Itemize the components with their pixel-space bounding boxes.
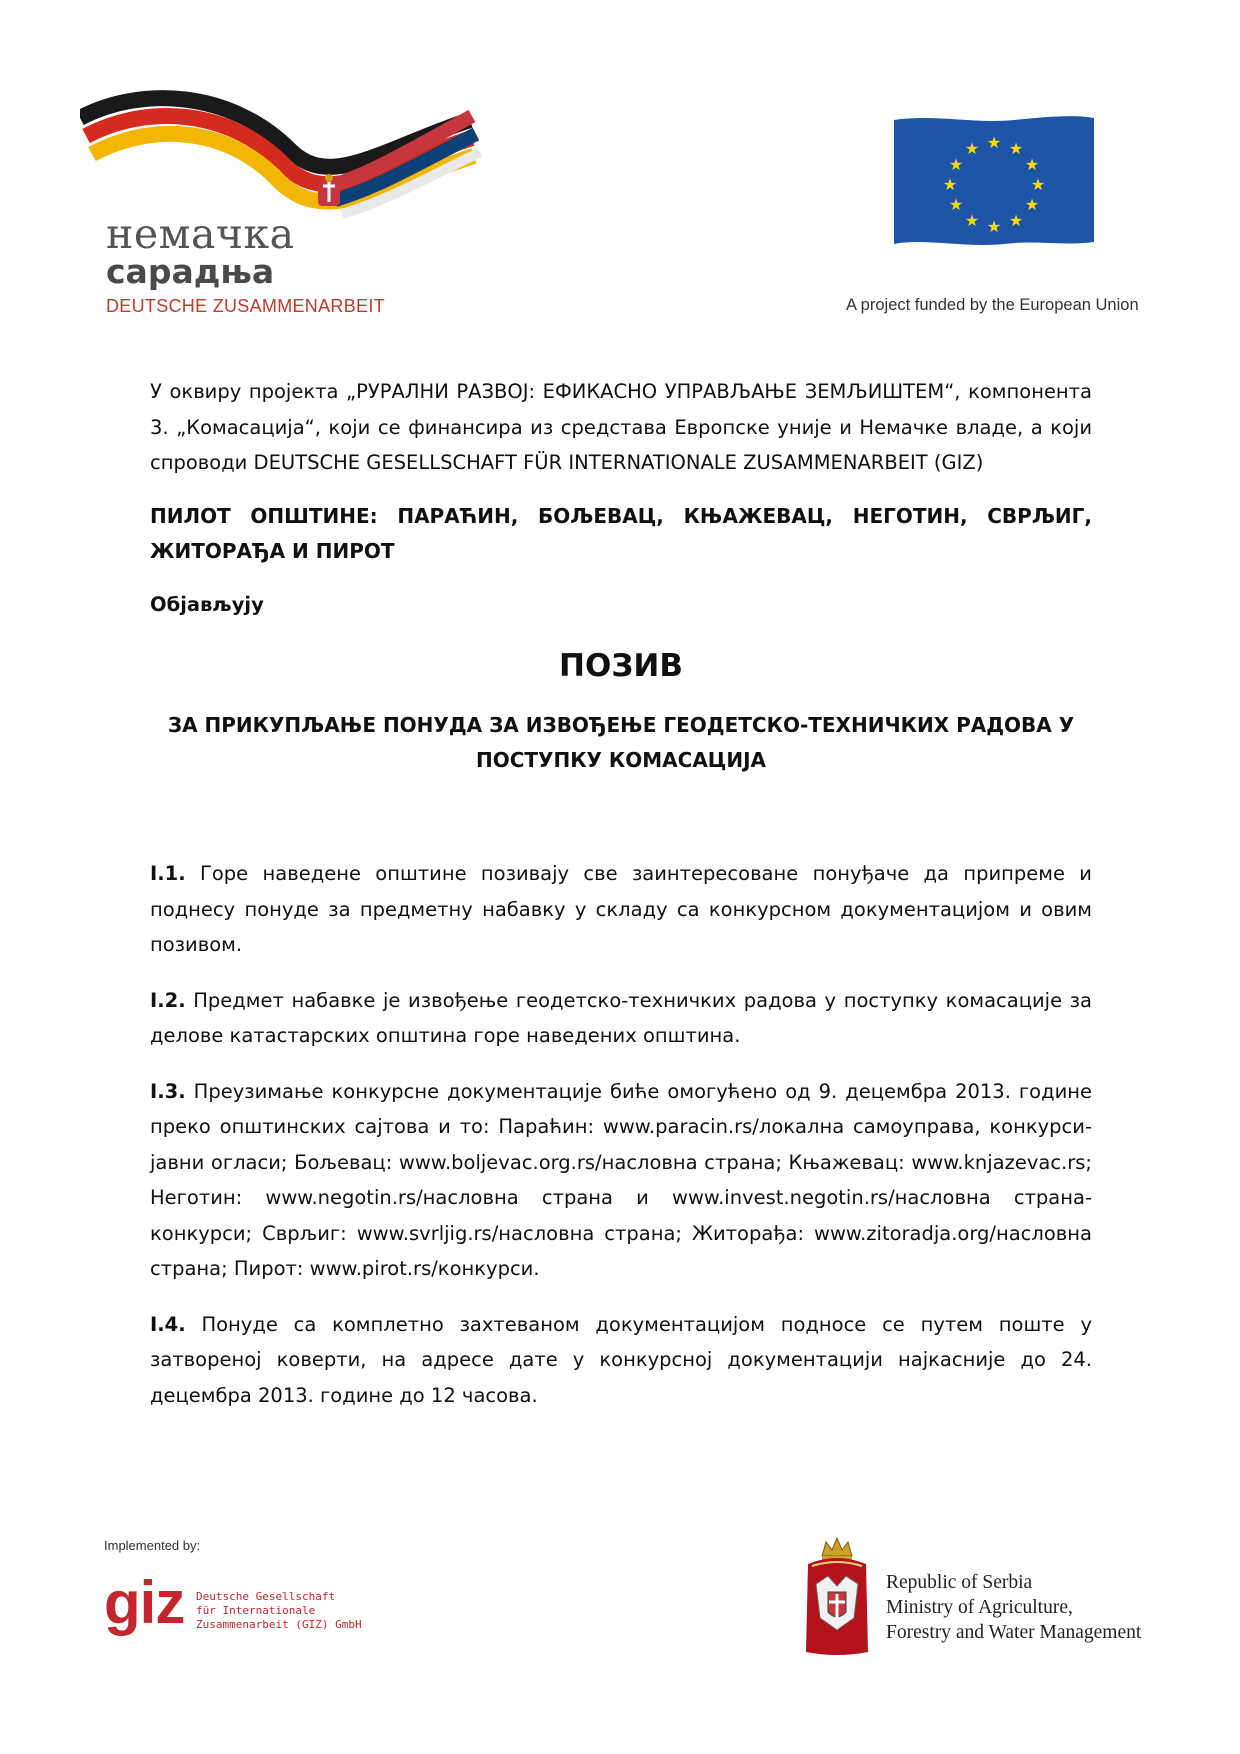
section-label: I.2. bbox=[150, 988, 186, 1012]
eu-flag-icon bbox=[894, 114, 1094, 250]
giz-wordmark: giz bbox=[104, 1569, 185, 1636]
serbia-line1: Republic of Serbia bbox=[886, 1572, 1033, 1593]
implemented-by-label: Implemented by: bbox=[104, 1538, 201, 1553]
coat-of-arms-icon bbox=[802, 1534, 872, 1658]
serbia-ministry-text bbox=[886, 1570, 1141, 1645]
section-text: Понуде са комплетно захтеваном документацијом подносе се путем поште у затвореној коверти, на адресе дате у конкурсној документацији најкасније до 24. децембра 2013. године до 12 часова. bbox=[150, 1312, 1092, 1407]
eu-flag-logo bbox=[894, 114, 1094, 250]
subtitle-line1: ЗА ПРИКУПЉАЊЕ ПОНУДА ЗА ИЗВОЂЕЊЕ ГЕОДЕТСКО-ТЕХНИЧКИХ РАДОВА У bbox=[167, 713, 1075, 737]
svg-text:★: ★ bbox=[986, 217, 1002, 236]
section-label: I.3. bbox=[150, 1079, 186, 1103]
document-subtitle bbox=[150, 708, 1092, 778]
pilot-municipalities: ПИЛОТ ОПШТИНЕ: ПАРАЋИН, БОЉЕВАЦ, КЊАЖЕВАЦ, НЕГОТИН, СВРЉИГ, ЖИТОРАЂА И ПИРОТ bbox=[150, 503, 1092, 563]
section-text: Предмет набавке је извођење геодетско-техничких радова у поступку комасације за делове катастарских општина горе наведених општина. bbox=[150, 988, 1093, 1047]
giz-line2: für Internationale bbox=[196, 1604, 316, 1617]
svg-text:★: ★ bbox=[942, 175, 958, 194]
section-text: Горе наведене општине позивају све заинтересоване понуђаче да припреме и поднесу понуде за предметну набавку у складу са конкурсном документацијом и овим позивом. bbox=[150, 862, 1092, 956]
serbia-coat-of-arms bbox=[802, 1534, 872, 1658]
serbia-line3: Forestry and Water Management bbox=[886, 1622, 1142, 1643]
svg-text:★: ★ bbox=[948, 155, 964, 174]
subtitle-line2: ПОСТУПКУ КОМАСАЦИЈА bbox=[475, 748, 767, 772]
section-label: I.4. bbox=[150, 1312, 186, 1336]
german-cooperation-logo bbox=[80, 90, 500, 320]
section-text: Преузимање конкурсне документације биће омогућено од 9. децембра 2013. године преко општинских сајтова и то: Параћин: www.paracin.rs/локална самоуправа, конкурси-јавни огласи; Бољевац: www.boljevac.org.rs/насловна страна; Књажевац: www.knjazevac.rs; Неготин: www.negotin.rs/насловна страна и www.invest.negotin.rs/насловна страна-конкурси; Сврљиг: www.svrljig.rs/насловна страна; Житорађа: www.zitoradja.org/насловна страна; Пирот: www.pirot.rs/конкурси. bbox=[150, 1079, 1093, 1280]
svg-text:★: ★ bbox=[986, 133, 1002, 152]
serbia-line2: Ministry of Agriculture, bbox=[886, 1597, 1073, 1618]
eu-caption: A project funded by the European Union bbox=[846, 296, 1139, 314]
section-paragraph bbox=[150, 983, 1092, 1054]
document-body bbox=[150, 374, 1092, 1433]
german-logo-line3: DEUTSCHE ZUSAMMENARBEIT bbox=[106, 296, 385, 316]
german-logo-line1: немачка bbox=[106, 210, 295, 258]
intro-paragraph: У оквиру пројекта „РУРАЛНИ РАЗВОЈ: ЕФИКАСНО УПРАВЉАЊЕ ЗЕМЉИШТЕМ“, компонента 3. „Комасација“, који се финансира из средстава Европске уније и Немачке владе, а који спроводи DEUTSCHE GESELLSCHAFT FÜR INTERNATIONALE ZUSAMMENARBEIT (GIZ) bbox=[150, 380, 1092, 474]
giz-logo bbox=[104, 1569, 384, 1652]
giz-line1: Deutsche Gesellschaft bbox=[196, 1590, 336, 1603]
svg-text:★: ★ bbox=[948, 195, 964, 214]
svg-text:★: ★ bbox=[1024, 155, 1040, 174]
section-label: I.1. bbox=[150, 862, 186, 885]
giz-line3: Zusammenarbeit (GIZ) GmbH bbox=[196, 1618, 362, 1631]
svg-text:★: ★ bbox=[1008, 211, 1024, 230]
section-paragraph bbox=[150, 1074, 1092, 1287]
announce-label: Објављују bbox=[150, 592, 264, 616]
svg-text:★: ★ bbox=[1008, 139, 1024, 158]
svg-text:★: ★ bbox=[964, 139, 980, 158]
document-title: ПОЗИВ bbox=[559, 648, 683, 684]
svg-text:★: ★ bbox=[1024, 195, 1040, 214]
svg-text:★: ★ bbox=[964, 211, 980, 230]
svg-text:★: ★ bbox=[1030, 175, 1046, 194]
section-paragraph bbox=[150, 856, 1092, 963]
german-logo-line2: сарадња bbox=[106, 252, 275, 291]
section-paragraph bbox=[150, 1307, 1092, 1414]
